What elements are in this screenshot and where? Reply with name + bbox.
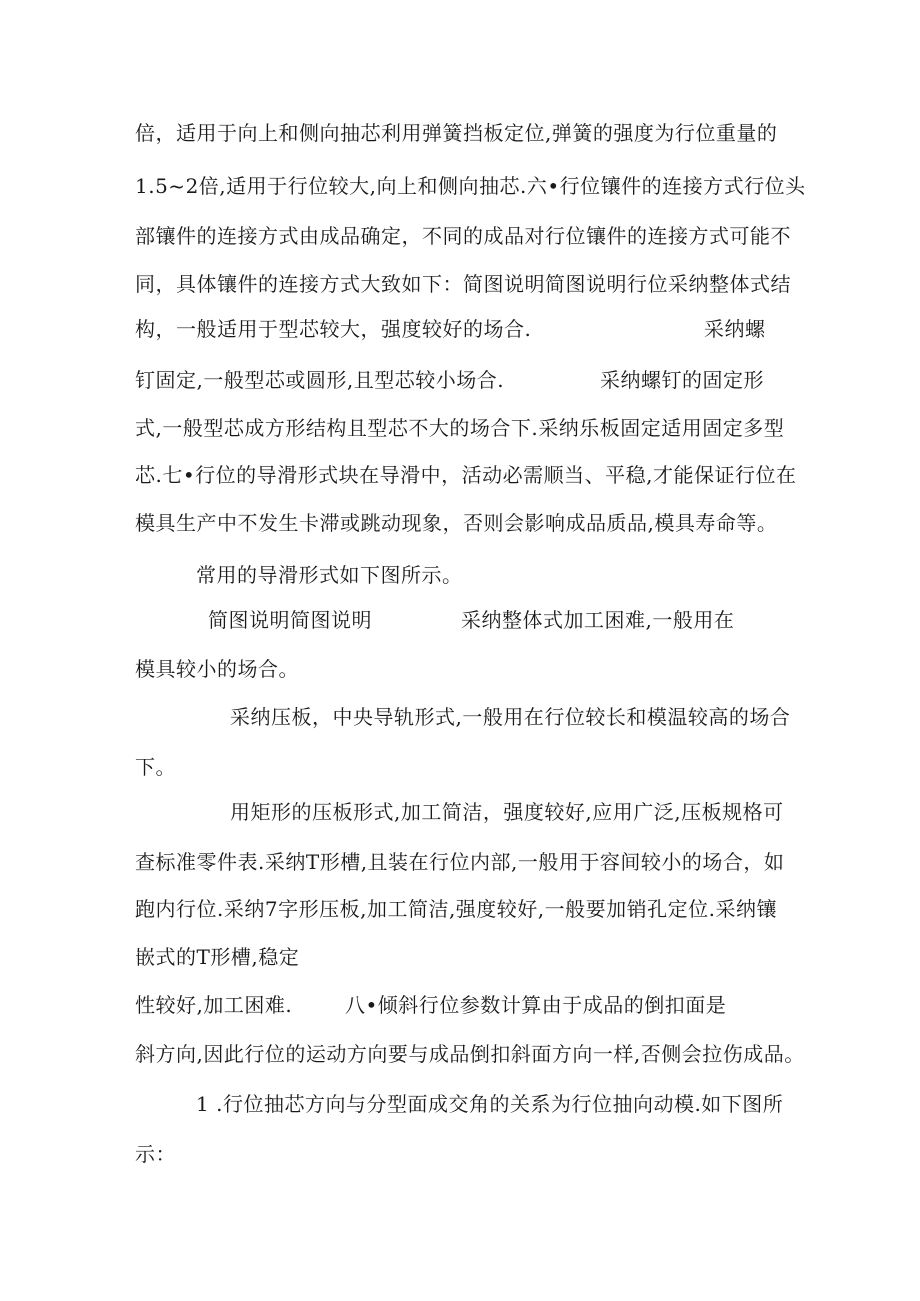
text-line-8: 芯.七•行位的导滑形式块在导滑中，活动必需顺当、平稳,才能保证行位在: [135, 463, 797, 487]
text-line-16: 查标准零件表.采纳T形槽,且装在行位内部,一般用于容间较小的场合，如: [135, 850, 785, 874]
text-line-10: 常用的导滑形式如下图所示。: [196, 563, 463, 587]
text-line-11: 简图说明简图说明: [208, 608, 372, 632]
text-line-13: 采纳压板，中央导轨形式,一般用在行位较长和模温较高的场合: [230, 705, 791, 729]
text-line-11b: 采纳整体式加工困难,一般用在: [461, 608, 735, 632]
text-line-21: 1 .行位抽芯方向与分型面成交角的关系为行位抽向动模.如下图所: [196, 1092, 784, 1116]
text-line-5: 构，一般适用于型芯较大，强度较好的场合.: [135, 317, 532, 341]
text-line-19: 性较好,加工困难.: [135, 993, 293, 1017]
text-line-1: 倍，适用于向上和侧向抽芯利用弹簧挡板定位,弹簧的强度为行位重量的: [135, 121, 778, 145]
text-line-17: 跑内行位.采纳7字形压板,加工简洁,强度较好,一般要加销孔定位.采纳镶: [135, 897, 778, 921]
text-line-12: 模具较小的场合。: [135, 657, 299, 681]
text-line-18: 嵌式的T形槽,稳定: [135, 945, 300, 969]
text-line-6: 钉固定,一般型芯或圆形,且型芯较小场合.: [135, 368, 505, 392]
text-line-15: 用矩形的压板形式,加工简洁，强度较好,应用广泛,压板规格可: [230, 800, 784, 824]
text-line-19b: 八•倾斜行位参数计算由于成品的倒扣面是: [345, 993, 727, 1017]
text-line-14: 下。: [135, 755, 176, 779]
text-line-5b: 采纳螺: [704, 317, 766, 341]
text-line-4: 同，具体镶件的连接方式大致如下：简图说明简图说明行位采纳整体式结: [135, 272, 791, 296]
text-line-9: 模具生产中不发生卡滞或跳动现象，否则会影响成品质品,模具寿命等。: [135, 511, 778, 535]
text-line-3: 部镶件的连接方式由成品确定，不同的成品对行位镶件的连接方式可能不: [135, 224, 791, 248]
text-line-2: 1.5~2倍,适用于行位较大,向上和侧向抽芯.六•行位镶件的连接方式行位头: [135, 174, 806, 198]
text-line-7: 式,一般型芯成方形结构且型芯不大的场合下.采纳乐板固定适用固定多型: [135, 416, 785, 440]
text-line-22: 示：: [135, 1142, 176, 1166]
text-line-6b: 采纳螺钉的固定形: [600, 368, 764, 392]
text-line-20: 斜方向,因此行位的运动方向要与成品倒扣斜面方向一样,否侧会拉伤成品。: [135, 1042, 805, 1066]
